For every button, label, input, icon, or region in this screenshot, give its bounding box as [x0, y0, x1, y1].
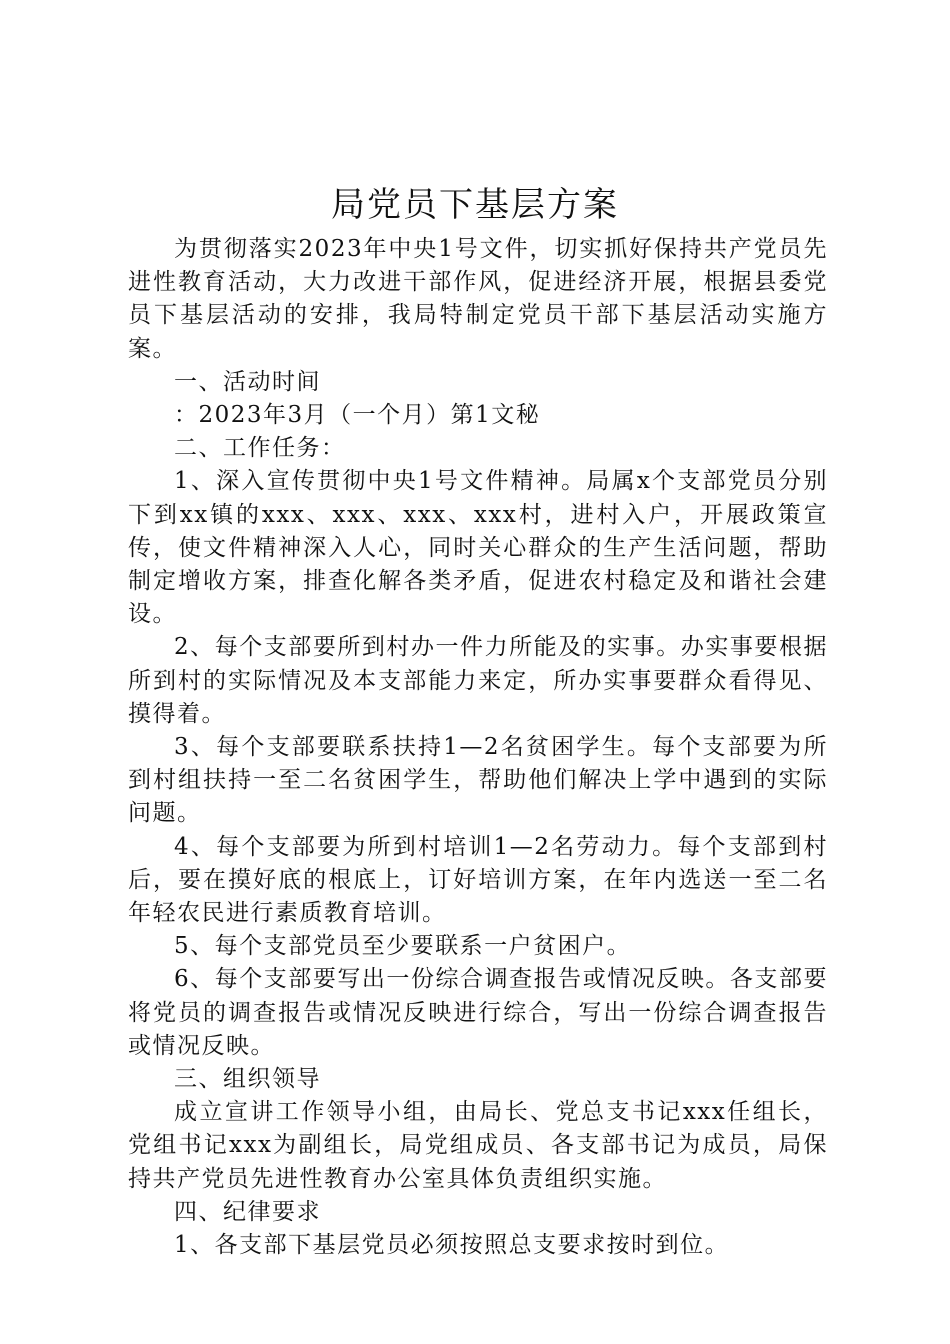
task-item-2: 2、每个支部要所到村办一件力所能及的实事。办实事要根据所到村的实际情况及本支部能力来定，所办实事要群众看得见、摸得着。 — [128, 634, 828, 727]
section-heading-activity-time: 一、活动时间 — [174, 368, 321, 395]
task-item-6: 6、每个支部要写出一份综合调查报告或情况反映。各支部要将党员的调查报告或情况反映进行综合，写出一份综合调查报告或情况反映。 — [128, 966, 828, 1059]
document-body — [128, 233, 828, 1262]
leadership-paragraph: 成立宣讲工作领导小组，由局长、党总支书记xxx任组长，党组书记xxx为副组长，局党组成员、各支部书记为成员，局保持共产党员先进性教育办公室具体负责组织实施。 — [128, 1099, 828, 1192]
task-item-5: 5、每个支部党员至少要联系一户贫困户。 — [174, 933, 632, 960]
section-heading-leadership: 三、组织领导 — [174, 1066, 321, 1093]
task-item-3: 3、每个支部要联系扶持1—2名贫困学生。每个支部要为所到村组扶持一至二名贫困学生，帮助他们解决上学中遇到的实际问题。 — [128, 734, 828, 827]
section-heading-discipline: 四、纪律要求 — [174, 1198, 321, 1225]
discipline-item-1: 1、各支部下基层党员必须按照总支要求按时到位。 — [174, 1232, 730, 1259]
activity-time-text: ：2023年3月（一个月）第1文秘 — [174, 402, 541, 429]
task-item-1: 1、深入宣传贯彻中央1号文件精神。局属x个支部党员分别下到xx镇的xxx、xxx、xxx、xxx村，进村入户，开展政策宣传，使文件精神深入人心，同时关心群众的生产生活问题，帮助制定增收方案，排查化解各类矛盾，促进农村稳定及和谐社会建设。 — [128, 468, 828, 628]
section-heading-tasks: 二、工作任务： — [174, 435, 346, 462]
intro-paragraph: 为贯彻落实2023年中央1号文件，切实抓好保持共产党员先进性教育活动，大力改进干部作风，促进经济开展，根据县委党员下基层活动的安排，我局特制定党员干部下基层活动实施方案。 — [128, 236, 828, 362]
task-item-4: 4、每个支部要为所到村培训1—2名劳动力。每个支部到村后，要在摸好底的根底上，订好培训方案，在年内选送一至二名年轻农民进行素质教育培训。 — [128, 833, 828, 927]
document-title: 局党员下基层方案 — [331, 185, 619, 225]
